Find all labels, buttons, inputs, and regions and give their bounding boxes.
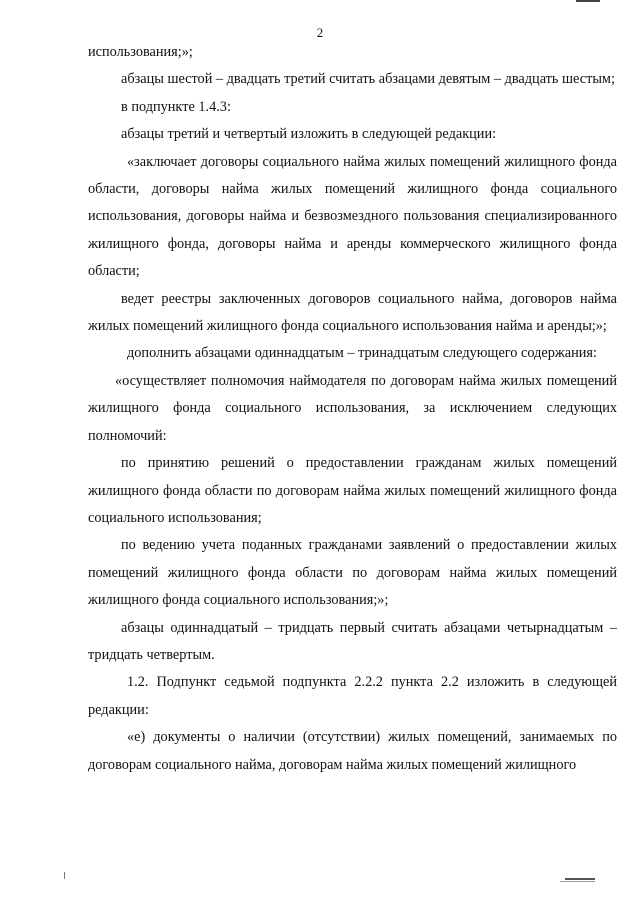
scan-artifact-top bbox=[576, 0, 600, 2]
paragraph-3: в подпункте 1.4.3: bbox=[121, 98, 231, 115]
paragraph-4: абзацы третий и четвертый изложить в следующей редакции: bbox=[121, 126, 497, 143]
scan-artifact-bottom bbox=[565, 878, 595, 880]
paragraph-11: абзацы одиннадцатый – тридцать первый считать абзацами четырнадцатым – тридцать четвертым. bbox=[88, 619, 617, 663]
paragraph-1: использования;»; bbox=[88, 44, 193, 60]
paragraph-12: 1.2. Подпункт седьмой подпункта 2.2.2 пункта 2.2 изложить в следующей редакции: bbox=[88, 674, 617, 718]
paragraph-9: по принятию решений о предоставлении гражданам жилых помещений жилищного фонда области по договорам найма жилых помещений жилищного фонда социального использования; bbox=[88, 455, 617, 526]
paragraph-5: «заключает договоры социального найма жилых помещений жилищного фонда области, договоры найма жилых помещений жилищного фонда социального использования, договоры найма и безвозмездного пользования специализированного жилищного фонда, договоры найма и аренды коммерческого жилищного фонда области; bbox=[88, 153, 617, 280]
paragraph-2: абзацы шестой – двадцать третий считать абзацами девятым – двадцать шестым; bbox=[121, 71, 615, 88]
paragraph-6: ведет реестры заключенных договоров социального найма, договоров найма жилых помещений жилищного фонда социального использования найма и аренды;»; bbox=[88, 290, 617, 335]
paragraph-7: дополнить абзацами одиннадцатым – тринадцатым следующего содержания: bbox=[127, 345, 597, 362]
document-body bbox=[88, 39, 617, 779]
scan-artifact-left bbox=[64, 872, 65, 879]
paragraph-8: «осуществляет полномочия наймодателя по договорам найма жилых помещений жилищного фонда социального использования, за исключением следующих полномочий: bbox=[88, 372, 617, 444]
paragraph-13: «е) документы о наличии (отсутствии) жилых помещений, занимаемых по договорам социального найма, договорам найма жилых помещений жилищного bbox=[88, 729, 617, 773]
page-number: 2 bbox=[316, 25, 324, 40]
paragraph-10: по ведению учета поданных гражданами заявлений о предоставлении жилых помещений жилищного фонда области по договорам найма жилых помещений жилищного фонда социального использования;»; bbox=[88, 537, 617, 609]
